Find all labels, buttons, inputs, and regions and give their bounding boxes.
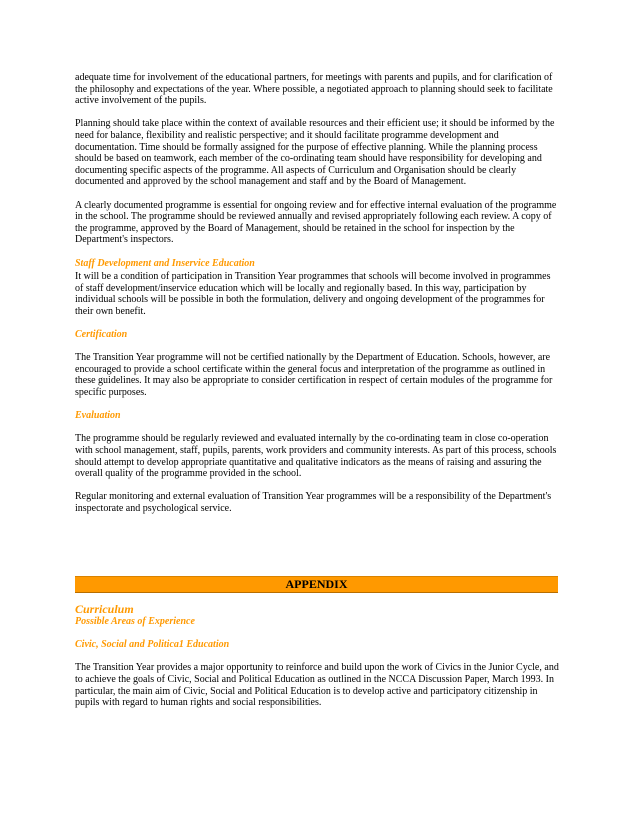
paragraph-documented-programme: A clearly documented programme is essential for ongoing review and for effective internal evaluation of the programme in the school. The programme should be reviewed annually and revised appropriately following each review. A copy of the programme, approved by the Board of Management, should be retained in the school for inspection by the Department's inspectors. — [75, 199, 557, 246]
heading-possible-areas: Possible Areas of Experience — [75, 616, 195, 627]
paragraph-planning-time: adequate time for involvement of the educational partners, for meetings with parents and pupils, and for clarification of the philosophy and expectations of the year. Where possible, a negotiated approach to planning should seek to facilitate active involvement of the pupils. — [75, 72, 553, 107]
heading-certification: Certification — [75, 329, 128, 341]
paragraph-civic-education: The Transition Year provides a major opportunity to reinforce and build upon the work of Civics in the Junior Cycle, and to achieve the goals of Civic, Social and Political Education as outlined in the NCCA Discussion Paper, March 1993. In particular, the main aim of Civic, Social and Political Education is to develop active and participatory citizenship in pupils with regard to human rights and social responsibilities. — [75, 662, 559, 709]
heading-evaluation: Evaluation — [75, 410, 121, 422]
appendix-section — [75, 603, 560, 720]
paragraph-evaluation: The programme should be regularly reviewed and evaluated internally by the co-ordinating team in close co-operation with school management, staff, pupils, parents, work providers and community interests. As part of this process, schools should attempt to develop appropriate quantitative and qualitative indicators as the means of raising and assuring the overall quality of the programme provided in the school. — [75, 433, 557, 480]
heading-staff-development: Staff Development and Inservice Education — [75, 257, 255, 269]
appendix-banner: APPENDIX — [75, 576, 558, 593]
paragraph-certification: The Transition Year programme will not be certified nationally by the Department of Education. Schools, however, are encouraged to provide a school certificate within the general focus and interpretation of the programme as outlined in these guidelines. It may also be appropriate to consider certification in respect of certain modules of the programme for specific purposes. — [75, 352, 553, 399]
paragraph-staff-development: It will be a condition of participation in Transition Year programmes that schools will become involved in programmes of staff development/inservice education which will be locally and regionally based. In this way, participation by individual schools will be possible in both the formulation, delivery and ongoing development of the programmes for their own benefit. — [75, 271, 551, 317]
heading-curriculum: Curriculum — [75, 602, 134, 616]
document-body — [75, 72, 560, 526]
paragraph-monitoring: Regular monitoring and external evaluation of Transition Year programmes will be a responsibility of the Department's inspectorate and psychological service. — [75, 491, 552, 514]
heading-civic-social-political: Civic, Social and Politica1 Education — [75, 639, 230, 651]
paragraph-planning-context: Planning should take place within the context of available resources and their efficient use; it should be informed by the need for balance, flexibility and realistic perspective; and it should facilitate programme development and documentation. Time should be formally assigned for the purpose of effective planning. While the planning process should be based on teamwork, each member of the co-ordinating team should have responsibility for developing and documenting specific aspects of the programme. All aspects of Curriculum and Organisation should be clearly documented and approved by the school management and staff and by the Board of Management. — [75, 118, 555, 188]
